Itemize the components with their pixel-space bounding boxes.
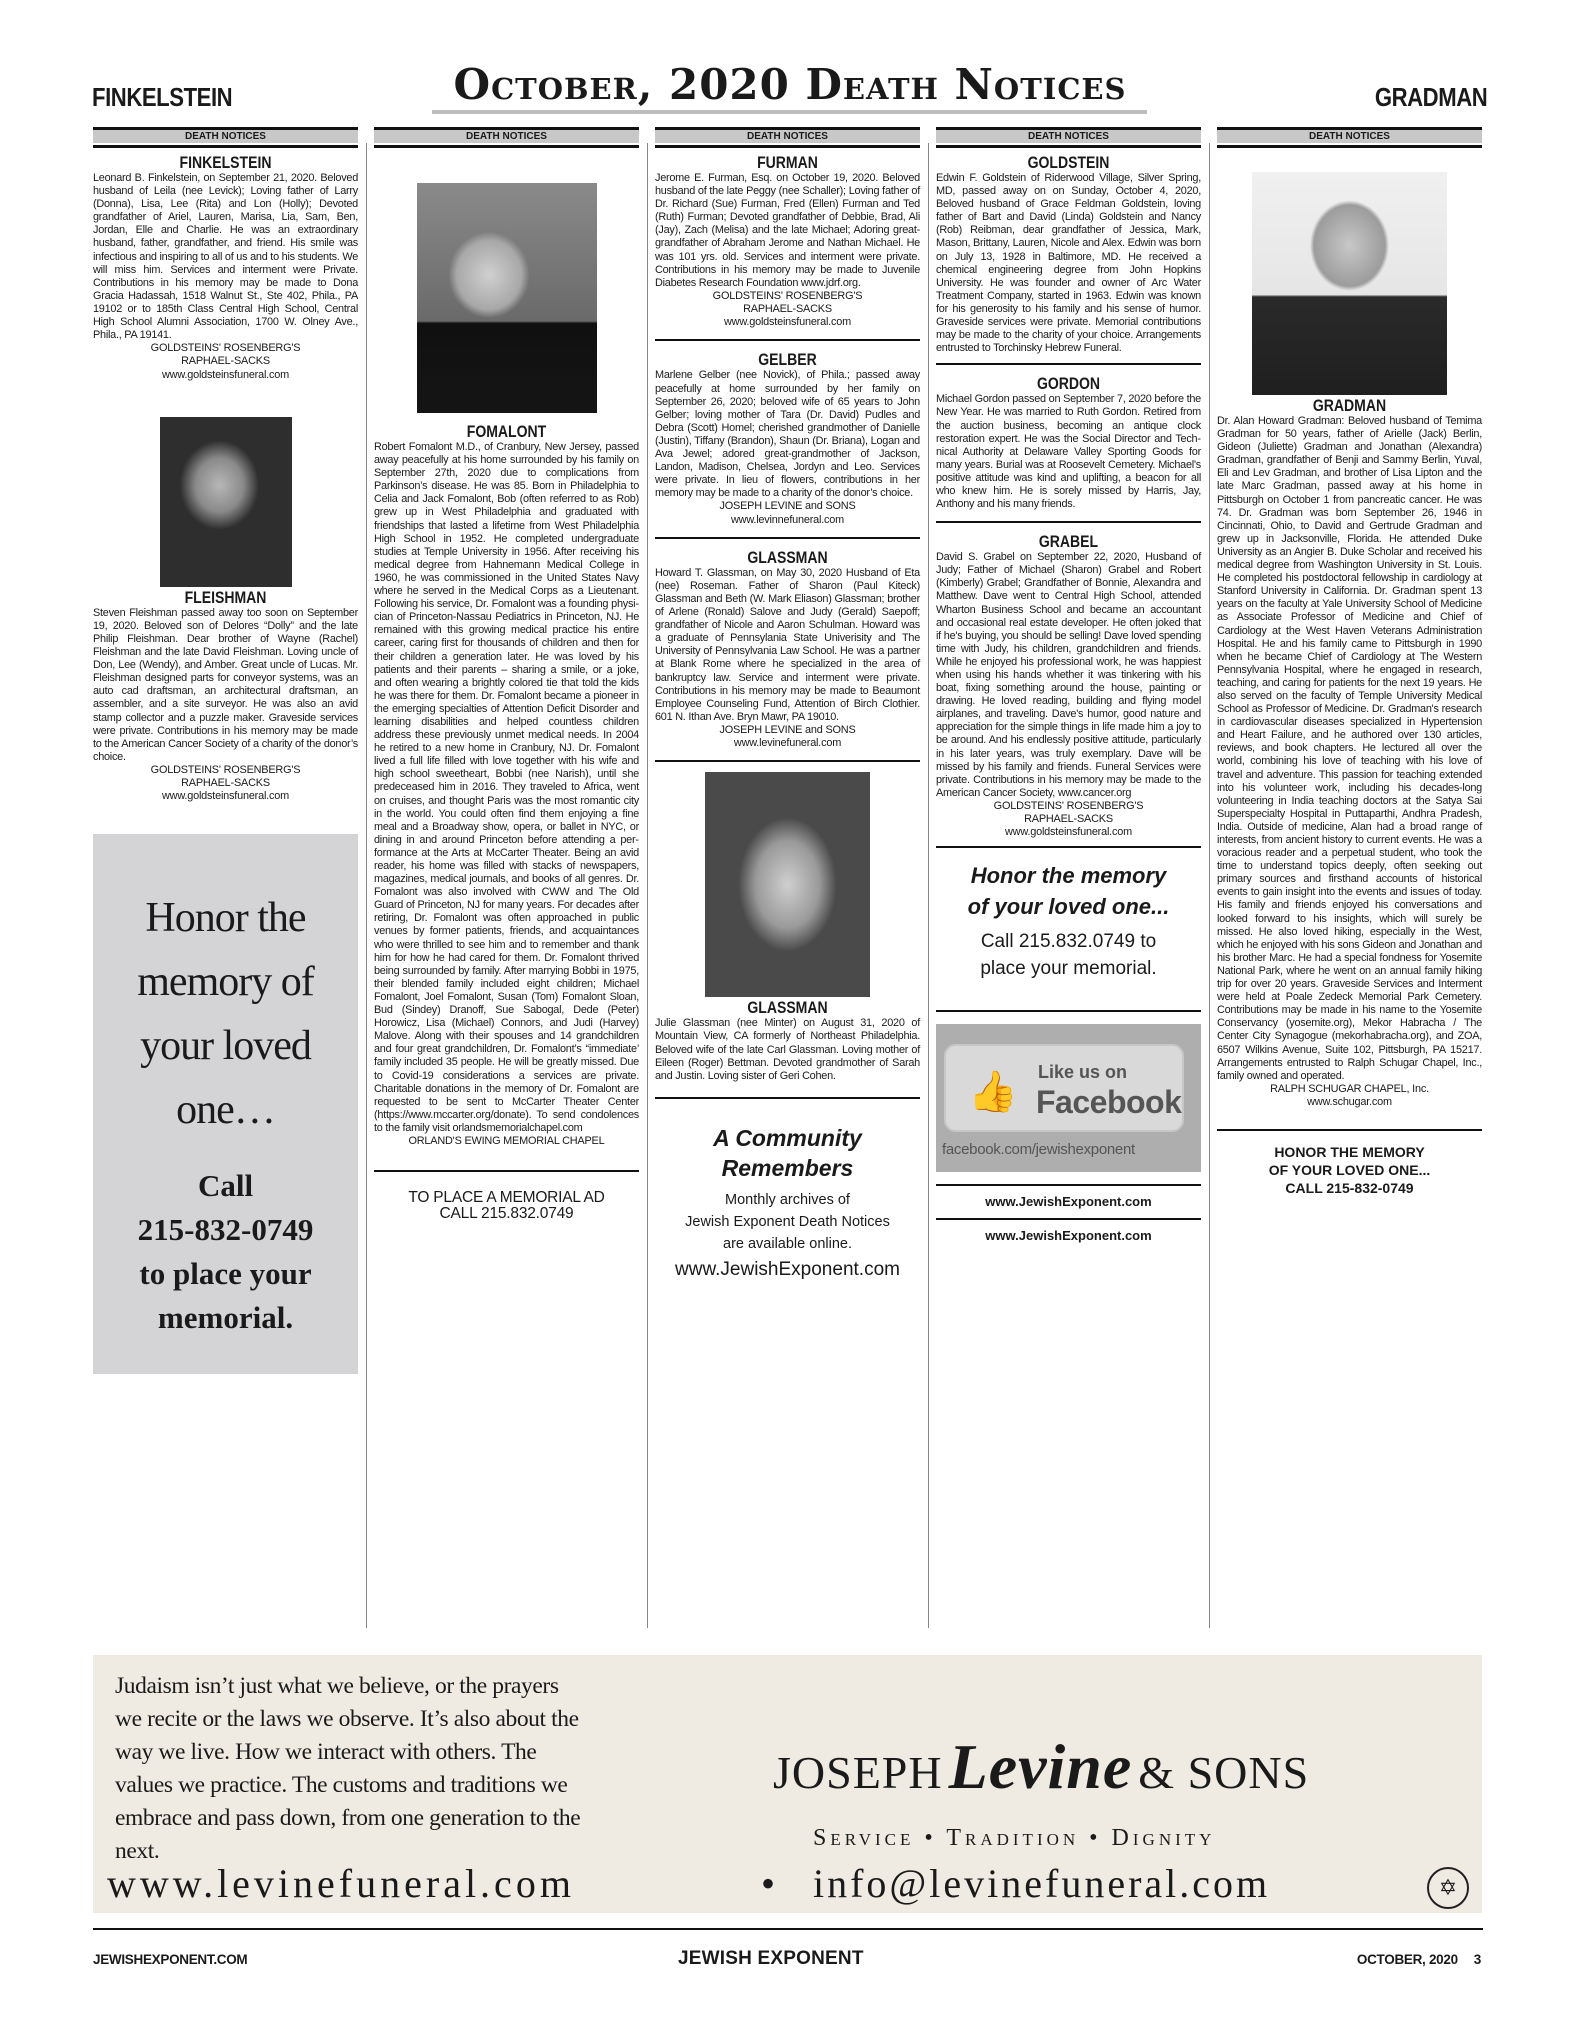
notice-name: GRABEL (1038, 533, 1099, 552)
notice-furman (655, 154, 920, 329)
column-divider (366, 143, 367, 1628)
divider (655, 537, 920, 539)
facebook-url-link[interactable]: facebook.com/jewishexponent (942, 1140, 1135, 1158)
column-tag: DEATH NOTICES (936, 127, 1201, 143)
column-divider (647, 143, 648, 1628)
jewishexponent-link[interactable]: www.JewishExponent.com (985, 1193, 1152, 1209)
community-sub-line: Monthly archives of (725, 1191, 850, 1208)
banner-tagline: Service • Tradition • Dignity (813, 1825, 1216, 1851)
notice-name: FURMAN (757, 154, 818, 172)
notice-name: GLASSMAN (747, 548, 828, 567)
funeral-home: JOSEPH LEVINE and SONS www.levinnefuneral.com (719, 500, 856, 526)
place-ad-line: CALL 215.832.0749 (439, 1205, 574, 1223)
photo-gradman (1252, 172, 1447, 395)
facebook-like-button[interactable] (944, 1044, 1184, 1132)
tag-rule (93, 145, 358, 148)
honor-headline: of your loved one... (967, 893, 1170, 919)
divider (936, 363, 1201, 365)
funeral-home: GOLDSTEINS' ROSENBERG'S RAPHAEL-SACKS www.goldsteinsfuneral.com (993, 799, 1144, 839)
community-headline: A Community (713, 1124, 862, 1151)
levine-logo (773, 1730, 1309, 1804)
ad-headline-line: memory of (137, 958, 314, 1005)
ad-call-line: to place your (139, 1255, 312, 1291)
funeral-home: GOLDSTEINS' ROSENBERG'S RAPHAEL-SACKS www.goldsteinsfuneral.com (150, 342, 301, 381)
funeral-home: ORLAND'S EWING MEMORIAL CHAPEL (408, 1134, 605, 1147)
column-tag: DEATH NOTICES (1217, 127, 1482, 143)
jewishexponent-link[interactable]: www.JewishExponent.com (985, 1227, 1152, 1243)
notice-body: Michael Gordon passed on September 7, 2020 before the New Year. He was married to Ruth Gordon. Retired from the auction business, becoming an antique clock restoration expert. He was the Social Director and Technical Authority at Delaware Valley Sporting Goods for many years. Burial was at Roosevelt Cemetery. Michael's positive attitude was kind and uplifting, a beacon for all who knew him. He is sorely missed by Harris, Jay, Anthony and his many friends. (936, 393, 1201, 511)
ad-call-line: memorial. (157, 1299, 294, 1335)
column-tag: DEATH NOTICES (93, 127, 358, 143)
divider (655, 339, 920, 341)
column-tag: DEATH NOTICES (374, 127, 639, 143)
footer-rule (93, 1928, 1483, 1930)
place-ad-line: TO PLACE A MEMORIAL AD (408, 1189, 605, 1207)
funeral-home: GOLDSTEINS' ROSENBERG'S RAPHAEL-SACKS www.goldsteinsfuneral.com (712, 289, 863, 329)
logo-joseph: JOSEPH (773, 1747, 943, 1798)
ad-headline-line: Honor the (145, 894, 306, 941)
notice-fomalont (374, 423, 639, 1148)
honor-memory-ad[interactable] (93, 834, 358, 1374)
notice-gordon (936, 375, 1201, 511)
notice-gelber (655, 351, 920, 526)
ad-call-line: 215-832-0749 (137, 1211, 314, 1247)
community-headline: Remembers (721, 1154, 854, 1181)
divider (374, 1170, 639, 1172)
page-number: 3 (1473, 1952, 1481, 1967)
banner-quote: Judaism isn’t just what we believe, or the prayers we recite or the laws we observe. It’s also about the way we live. How we interact with others. The values we practice. The customs and traditions we embrace and pass down, from one generation to the next. (115, 1673, 581, 1864)
notice-name: FOMALONT (466, 423, 547, 441)
notice-name: GORDON (1036, 375, 1101, 394)
column-5 (1217, 127, 1482, 1197)
community-subtext (655, 1189, 920, 1255)
column-4 (936, 127, 1201, 1252)
column-2 (374, 127, 639, 1222)
tag-rule (374, 145, 639, 148)
banner-email-link[interactable]: info@levinefuneral.com (813, 1861, 1271, 1906)
divider (936, 846, 1201, 848)
divider (655, 760, 920, 762)
footer-date: OCTOBER, 2020 (1356, 1952, 1458, 1967)
footer-date-page (1357, 1952, 1481, 1967)
header-right-name: GRADMAN (1374, 82, 1487, 112)
notice-gradman (1217, 397, 1482, 1109)
column-divider (928, 143, 929, 1628)
honor-line: OF YOUR LOVED ONE... (1268, 1162, 1431, 1179)
banner-website-link[interactable]: www.levinefuneral.com (107, 1861, 575, 1906)
photo-glassman-julie (705, 772, 870, 997)
star-of-david-seal-icon: ✡ (1427, 1867, 1469, 1909)
notice-glassman-julie (655, 999, 920, 1082)
ad-headline-line: one… (176, 1086, 275, 1133)
logo-levine-script: Levine (948, 1731, 1133, 1802)
levine-funeral-banner-ad[interactable] (93, 1655, 1482, 1913)
tag-rule (655, 145, 920, 148)
place-memorial-ad[interactable] (374, 1190, 639, 1222)
funeral-home: GOLDSTEINS' ROSENBERG'S RAPHAEL-SACKS www.goldsteinsfuneral.com (150, 763, 301, 803)
community-sub-line: are available online. (723, 1235, 852, 1252)
notice-body: Marlene Gelber (nee Novick), of Phila.; passed away peacefully at home surrounded by her family on September 26, 2020; beloved wife of 65 years to John Gelber; loving mother of Tara (Dr. David) Pudles and Debra (Scott) Homel; cherished grandmother of Danielle (Justin), Tiffany (Brandon), Shaun (Dr. Briana), Logan and Ava Jewel; adored great-grandmother of Jackson, Landon, Madison, Chelsea, Jordyn and Leo. Services were private. In lieu of flowers, contributions in her memory may be made to a charity of the donor’s choice. (655, 369, 920, 500)
ad-call-line: Call (197, 1167, 254, 1203)
notice-grabel (936, 533, 1201, 839)
honor-headline: Honor the memory (970, 862, 1167, 888)
tag-rule (1217, 145, 1482, 148)
notice-finkelstein (93, 154, 358, 382)
honor-sub-line: place your memorial. (980, 957, 1157, 979)
honor-subtext (936, 928, 1201, 982)
photo-fomalont (417, 183, 597, 413)
page-title: October, 2020 Death Notices (453, 60, 1127, 109)
footer-site-link[interactable]: JEWISHEXPONENT.COM (93, 1952, 248, 1967)
facebook-ad[interactable] (936, 1024, 1201, 1172)
community-url-link[interactable]: www.JewishExponent.com (675, 1258, 900, 1280)
facebook-like-text: Like us on (1038, 1061, 1128, 1082)
notice-name: GOLDSTEIN (1027, 154, 1110, 172)
notice-name: FINKELSTEIN (179, 154, 272, 172)
notice-name: GELBER (758, 351, 817, 370)
header-left-name: FINKELSTEIN (92, 82, 233, 112)
honor-sub-line: Call 215.832.0749 to (980, 930, 1157, 952)
notice-name: FLEISHMAN (184, 588, 267, 607)
photo-fleishman (160, 417, 292, 587)
notice-body: Howard T. Glassman, on May 30, 2020 Husband of Eta (nee) Roseman. Father of Sharon (Paul Kiteck) Glassman and Beth (W. Mark Eliason) Glassman; brother of Arlene (Ronald) Salove and Judy (Gerald) Saepoff; grandfather of Nicole and Aaron Schulman. Howard was a graduate of Pennsylania State Univerisity and The University of Pennsylvania Law School. He was a partner at Blank Rome where he specialized in the area of bankruptcy law. Service and interment were private. Contributions in his memory may be made to Beaumont Employee Counseling Fund, Attention of Birch Clothier. 601 N. Ithan Ave. Bryn Mawr, PA 19010. (655, 566, 920, 723)
notice-body: Edwin F. Goldstein of Riderwood Village, Silver Spring, MD, passed away on on Sunday, October 4, 2020, Beloved husband of Grace Feldman Goldstein, loving father of Bart and David (Linda) Goldstein and Nancy (Rob) Reibman, dear grandfather of Jessica, Mark, Mason, Brittany, Lauren, Nicole and Alex. Edwin was born on July 13, 1928 in Baltimore, MD. He received a chemical engineering degree from John Hopkins University. He was founder and owner of Arc Water Treatment Company, started in 1963. Edwin was known for his generosity to his family and his sense of humor. Graveside services were private. Memorial contributions may be made to the charity of your choice. Arrangements entrusted to Torchinsky Hebrew Funeral. (936, 172, 1201, 355)
notice-body: Leonard B. Finkelstein, on September 21, 2020. Beloved husband of Leila (nee Levick); Loving father of Larry (Donna), Lisa, Lee (Rita) and Lon (Holly); Devoted grandfather of Ariel, Lauren, Marisa, Lia, Sam, Ben, Jordan, Elle and Charlie. He was an extraordinary husband, father, grandfather, and friend. His smile was infectious and inspiring to all of us and to his students. We will miss him. Services and interment were Private. Contributions in his memory may be made to Dona Gracia Hadassah, 1518 Walnut St., Ste 402, Phila., PA 19102 or to 185th Class Central High School, Central High School Alumni Association, 1700 W. Olney Ave., Phila., PA 19141. (93, 172, 358, 342)
notice-goldstein (936, 154, 1201, 355)
thumbs-up-icon: 👍 (968, 1069, 1018, 1114)
column-1 (93, 127, 358, 1374)
community-sub-line: Jewish Exponent Death Notices (685, 1213, 890, 1230)
honor-line: CALL 215-832-0749 (1285, 1180, 1414, 1197)
notice-glassman-howard (655, 549, 920, 751)
ad-headline-line: your loved (140, 1022, 311, 1069)
logo-sons: & SONS (1138, 1747, 1310, 1798)
honor-memory-ad-3[interactable] (1217, 1143, 1482, 1197)
honor-memory-ad-2[interactable] (936, 860, 1201, 982)
divider (1217, 1129, 1482, 1131)
column-divider (1209, 143, 1210, 1628)
notice-fleishman (93, 589, 358, 804)
divider (936, 1010, 1201, 1012)
notice-body: Julie Glassman (nee Minter) on August 31, 2020 of Mountain View, CA formerly of Northeast Philadelphia. Beloved wife of the late Carl Glassman. Loving mother of Eileen (Roger) Bettman. Devoted grandmother of Sarah and Justin. Loving sister of Geri Cohen. (655, 1017, 920, 1082)
honor-line: HONOR THE MEMORY (1274, 1144, 1425, 1161)
ad-call-block (93, 1164, 358, 1340)
notice-body: Steven Fleishman passed away too soon on September 19, 2020. Beloved son of Delores “Dolly” and the late Philip Fleishman. Dear brother of Wayne (Rachel) Fleishman and the late David Fleishman. Loving uncle of Don, Lee (Wendy), and Amber. Great uncle of Lucas. Mr. Fleishman designed parts for conveyor systems, was an auto cad draftsman, an architectural draftsman, an assembler, and a site surveyor. He was also an avid stamp collector and a puzzle maker. Graveside services were private. Contributions in his memory may be made to the American Cancer Society of a charity of the donor’s choice. (93, 606, 358, 763)
notice-body: David S. Grabel on September 22, 2020, Husband of Judy; Father of Michael (Sharon) Grabel and Robert (Kimberly) Grabel; Grandfather of Bonnie, Alexandra and Matthew. Dave went to Central High School, attended Wharton Business School and became an accountant and occasional real estate developer. He often joked that if he's buying, you should be selling! Dave loved spending time with Judy, his children, grandchildren and friends. While he enjoyed his professional work, he was happiest when using his hands whether it was tinkering with his boat, fixing something around the house, painting or drawing. He loved reading, building and flying model airplanes, and traveling. Dave's humor, good nature and appreciation for the simple things in life made him a joy to be around. And his endlessly positive attitude, particularly in his later years, was truly exemplary. Dave will be missed by his family and friends. Funeral Services were private. Contributions in his memory may be made to the American Cancer Society, www.cancer.org (936, 551, 1201, 799)
divider (655, 1097, 920, 1099)
notice-name: GRADMAN (1312, 397, 1387, 415)
facebook-brand: Facebook (1036, 1083, 1182, 1120)
community-remembers-ad[interactable] (655, 1123, 920, 1283)
column-tag: DEATH NOTICES (655, 127, 920, 143)
funeral-home: JOSEPH LEVINE and SONS www.levinefuneral.com (719, 723, 856, 750)
title-underline (432, 110, 1147, 114)
notice-name: GLASSMAN (747, 999, 828, 1018)
notice-body: Jerome E. Furman, Esq. on October 19, 2020. Beloved husband of the late Peggy (nee Schaller); Loving father of Dr. Richard (Sue) Furman, Fred (Ellen) Furman and Ted (Ruth) Furman; Devoted grandfather of Debbie, Brad, Ali (Jay), Zach (Melisa) and the late Michael; Adoring great-grandfather of Abraham Jerome and Nathan Michael. He was 101 yrs. old. Services and interment were private. Contributions in his memory may be made to Juvenile Diabetes Research Foundation www.jdrf.org. (655, 172, 920, 289)
tag-rule (936, 145, 1201, 148)
divider (936, 521, 1201, 523)
notice-body: Robert Fomalont M.D., of Cranbury, New Jersey, passed away peacefully at his home surrounded by his family on September 27th, 2020 due to complications from Parkinson’s disease. He was 85. Born in Philadelphia to Celia and Jack Fomalont, Bob (often referred to as Rob) grew up in West Philadelphia and graduated with friendships that lasted a lifetime from West Philadelphia High School in 1952. He completed undergraduate studies at Temple University in 1956. After receiving his medical degree from Hahnemann Medical College in 1960, he was commissioned in the United States Navy where he served in the Medical Corps as a Lieutenant. Following his service, Dr. Fomalont was a founding physician of Princeton-Nassau Pediatrics in Princeton, NJ. He remained with this growing medical practice his entire career, caring first for thousands of children and then for their children a generation later. He was loved by his patients and their parents – sharing a smile, or a joke, and often wearing a brightly colored tie that told the kids he was there for them. Dr. Fomalont became a pioneer in the emerging specialties of Attention Deficit Disorder and learning disabilities and helped countless children address these previously unmet medical needs. In 2004 he retired to a new home in Cranbury, NJ. Dr. Fomalont lived a full life filled with love together with his wife and high school sweetheart, Bobbi (nee Narish), until she predeceased him in 2016. They traveled to Africa, went on cruises, and thought Paris was the most romantic city in the world. You could often find them enjoying a fine meal and a Broadway show, opera, or ballet in NYC, or dining in and around Princeton before attending a performance at the Arts at McCarter Theater. Being an avid reader, his home was filled with stacks of newspapers, magazines, medical journals, and books of all genres. Dr. Fomalont was also involved with CWW and The Old Guard of Princeton, NJ for many years. For decades after retiring, Dr. Fomalont was often approached in public venues by former patients, friends, and acquaintances who were thrilled to see him and to remember and thank him for how he had cared for them. Dr. Fomalont thrived being surrounded by family. After marrying Bobbi in 1975, their blended family included eight children; Michael Fomalont, Joel Fomalont, Susan (Tom) Fomalont Sloan, Bud (Sindey) Dranoff, Sue Sabogal, Dede (Peter) Horowicz, Lisa (Michael) Connors, and Judi (Harvey) Malove. Along with their spouses and 14 grandchildren and four great grandchildren, Dr. Fomalont’s “immediate’ family included 35 people. He will be greatly missed. Due to Covid-19 considerations a services are private. Charitable donations in the memory of Dr. Fomalont are requested to be sent to McCarter Theater Center (https://www.mccarter.org/donate). To send condolences to the family visit orlandsmemorialchapel.com (374, 441, 639, 1134)
funeral-home: RALPH SCHUGAR CHAPEL, Inc. www.schugar.com (1270, 1082, 1429, 1108)
notice-body: Dr. Alan Howard Gradman: Beloved husband of Temima Gradman for 50 years, father of Arielle (Jack) Berlin, Gideon (Juliette) Gradman and Jonathan (Alexandra) Gradman, grandfather of Benji and Sammy Berlin, Yuval, Eli and Lev Gradman, and brother of Lisa Lipton and the late Marc Gradman, passed away at his home in Pittsburgh on October 1 from pancreatic cancer. He was 74. Dr. Gradman was born September 26, 1946 in Cincinnati, Ohio, to David and Gertrude Gradman and grew up in Jacksonville, Florida. He attended Duke University as an Angier B. Duke Scholar and received his medical degree from Washington University in St. Louis. He completed his postdoctoral fellowship in cardiology at Stanford University in California. Dr. Gradman spent 13 years on the faculty at Yale University School of Medicine as Associate Professor of Medicine and Chief of Cardiology at the West Haven Veterans Administration Hospital. He and his family came to Pittsburgh in 1990 when he became Chief of Cardiology at The Western Pennsylvania Hospital, where he engaged in research, teaching, and caring for patients for the next 19 years. He also served on the faculty of Temple University Medical School as Professor of Medicine. Dr. Gradman's research in cardiovascular diseases specialized in Hypertension and Heart Failure, and he authored over 130 articles, reviews, and book chapters. He lectured all over the world, combining his love of teaching with his love of travel and adventure. This passion for teaching extended into his volunteer work, including his decades-long volunteering in India teaching doctors at the Satya Sai Superspecialty Hospital in Puttaparthi, Andhra Pradesh, India. Outside of medicine, Alan had a broad range of interests, from ancient history to current events. He was a voracious reader and a perpetual student, who took the time to understand topics deeply, often seeking out primary sources and firsthand accounts of historical events to gain insight into the events and issues of today. His family and friends enjoyed his conversations and looked forward to his insights, which will surely be missed. He also loved hiking, especially in the West, which he enjoyed with his sons Gideon and Jonathan and his brother Marc. He had a special fondness for Yosemite National Park, where he went on an annual family hiking trip for over 20 years. Graveside Services and Interment were held at Poale Zedeck Memorial Park Cemetery. Contributions may be made in his name to the Yosemite Conservancy (yosemite.org), Mekor Habracha / The Center City Synagogue (mekorhabracha.org), and ZOA, 6507 Wilkins Avenue, Suite 102, Pittsburgh, PA 15217. Arrangements entrusted to Ralph Schugar Chapel, Inc., family owned and operated. (1217, 415, 1482, 1082)
footer-publication: JEWISH EXPONENT (678, 1948, 864, 1969)
column-3 (655, 127, 920, 1283)
bullet-separator: • (761, 1861, 776, 1906)
